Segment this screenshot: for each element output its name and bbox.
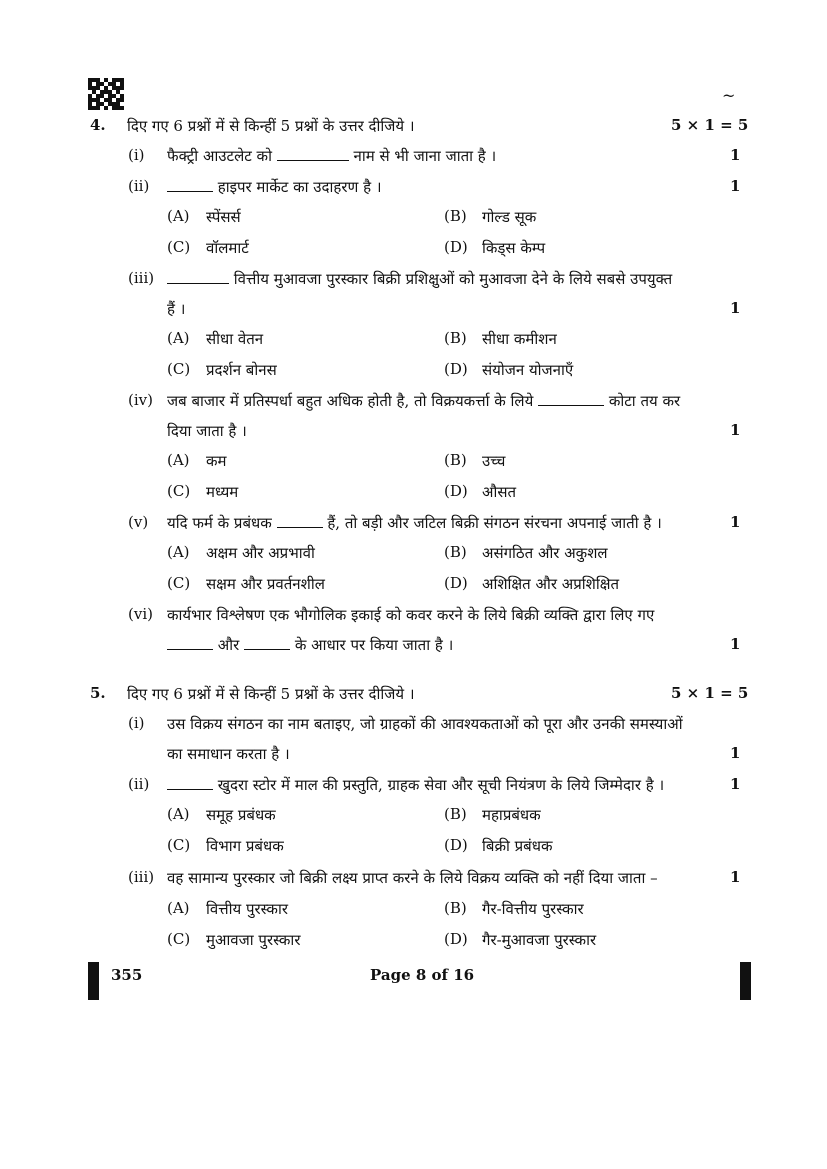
question-number: 5. [90, 684, 106, 702]
option-a-text: वित्तीय पुरस्कार [206, 900, 288, 918]
mark: 1 [730, 513, 741, 531]
option-c-label: (C) [167, 360, 191, 378]
question-score: 5 × 1 = 5 [671, 116, 749, 134]
question-text: यदि फर्म के प्रबंधक हैं, तो बड़ी और जटिल बिक्री संगठन संरचना अपनाई जाती है । [167, 514, 662, 532]
mark: 1 [730, 635, 741, 653]
question-text-continued: हैं । [167, 300, 186, 318]
question-text: फैक्ट्री आउटलेट को नाम से भी जाना जाता है । [167, 147, 497, 165]
footer-bar-right [740, 962, 751, 1000]
question-instruction: दिए गए 6 प्रश्नों में से किन्हीं 5 प्रश्नों के उत्तर दीजिये । [127, 685, 415, 703]
option-b-text: सीधा कमीशन [482, 330, 557, 348]
subquestion-number: (ii) [128, 177, 150, 195]
question-instruction: दिए गए 6 प्रश्नों में से किन्हीं 5 प्रश्नों के उत्तर दीजिये । [127, 117, 415, 135]
question-text: कार्यभार विश्लेषण एक भौगोलिक इकाई को कवर करने के लिये बिक्री व्यक्ति द्वारा लिए गए [167, 606, 655, 624]
subquestion-number: (iii) [128, 269, 155, 287]
question-text-continued: दिया जाता है । [167, 422, 247, 440]
option-a-label: (A) [167, 329, 190, 347]
option-c-text: मध्यम [206, 483, 239, 501]
fill-blank [167, 637, 213, 650]
question-text: उस विक्रय संगठन का नाम बताइए, जो ग्राहकों की आवश्यकताओं को पूरा और उनकी समस्याओं [167, 715, 683, 733]
option-d-text: औसत [482, 483, 517, 501]
mark: 1 [730, 421, 741, 439]
option-a-label: (A) [167, 805, 190, 823]
option-b-text: उच्च [482, 452, 506, 470]
option-b-label: (B) [444, 451, 467, 469]
option-b-label: (B) [444, 805, 467, 823]
option-a-label: (A) [167, 543, 190, 561]
option-c-label: (C) [167, 238, 191, 256]
question-text: हाइपर मार्केट का उदाहरण है । [167, 177, 382, 197]
page-number: Page 8 of 16 [370, 966, 475, 984]
option-a-text: समूह प्रबंधक [206, 806, 276, 824]
subquestion-number: (ii) [128, 775, 150, 793]
question-text: वित्तीय मुआवजा पुरस्कार बिक्री प्रशिक्षुओं को मुआवजा देने के लिये सबसे उपयुक्त [167, 269, 672, 289]
subquestion-number: (iv) [128, 391, 153, 409]
option-c-label: (C) [167, 482, 191, 500]
option-d-label: (D) [444, 482, 468, 500]
option-b-label: (B) [444, 329, 467, 347]
option-c-label: (C) [167, 574, 191, 592]
option-d-text: संयोजन योजनाएँ [482, 361, 574, 379]
option-a-label: (A) [167, 207, 190, 225]
question-text: जब बाजार में प्रतिस्पर्धा बहुत अधिक होती है, तो विक्रयकर्त्ता के लिये कोटा तय कर [167, 392, 681, 410]
option-d-text: बिक्री प्रबंधक [482, 837, 553, 855]
question-text-continued: का समाधान करता है । [167, 745, 290, 763]
option-c-label: (C) [167, 836, 191, 854]
option-b-label: (B) [444, 207, 467, 225]
fill-blank [167, 179, 213, 192]
subquestion-number: (iii) [128, 868, 155, 886]
mark: 1 [730, 299, 741, 317]
subquestion-number: (i) [128, 146, 145, 164]
option-a-label: (A) [167, 899, 190, 917]
option-d-label: (D) [444, 930, 468, 948]
subquestion-number: (vi) [128, 605, 153, 623]
mark: 1 [730, 744, 741, 762]
option-a-text: सीधा वेतन [206, 330, 264, 348]
option-b-text: असंगठित और अकुशल [482, 544, 608, 562]
question-score: 5 × 1 = 5 [671, 684, 749, 702]
option-b-text: महाप्रबंधक [482, 806, 541, 824]
qr-code [88, 78, 124, 110]
option-b-label: (B) [444, 899, 467, 917]
option-d-label: (D) [444, 360, 468, 378]
option-d-label: (D) [444, 574, 468, 592]
subquestion-number: (i) [128, 714, 145, 732]
option-c-label: (C) [167, 930, 191, 948]
option-a-label: (A) [167, 451, 190, 469]
mark: 1 [730, 868, 741, 886]
footer-bar-left [88, 962, 99, 1000]
fill-blank [167, 777, 213, 790]
question-text-continued: और के आधार पर किया जाता है । [167, 635, 453, 655]
option-c-text: विभाग प्रबंधक [206, 837, 284, 855]
option-b-text: गोल्ड सूक [482, 208, 537, 226]
option-c-text: प्रदर्शन बोनस [206, 361, 277, 379]
fill-blank [244, 637, 290, 650]
option-c-text: वॉलमार्ट [206, 239, 249, 257]
fill-blank [538, 393, 604, 406]
mark: 1 [730, 146, 741, 164]
page-code: 355 [111, 966, 143, 984]
question-number: 4. [90, 116, 106, 134]
option-d-text: गैर-मुआवजा पुरस्कार [482, 931, 597, 949]
option-c-text: मुआवजा पुरस्कार [206, 931, 301, 949]
mark: 1 [730, 177, 741, 195]
fill-blank [277, 148, 349, 161]
option-d-text: किड्स केम्प [482, 239, 546, 257]
option-a-text: अक्षम और अप्रभावी [206, 544, 315, 562]
option-b-label: (B) [444, 543, 467, 561]
question-text: खुदरा स्टोर में माल की प्रस्तुति, ग्राहक सेवा और सूची नियंत्रण के लिये जिम्मेदार है । [167, 775, 664, 795]
option-a-text: स्पेंसर्स [206, 208, 241, 226]
subquestion-number: (v) [128, 513, 149, 531]
option-b-text: गैर-वित्तीय पुरस्कार [482, 900, 584, 918]
corner-mark: ~ [722, 86, 736, 105]
fill-blank [167, 271, 229, 284]
question-text: वह सामान्य पुरस्कार जो बिक्री लक्ष्य प्राप्त करने के लिये विक्रय व्यक्ति को नहीं दिया जाता – [167, 869, 658, 887]
option-d-label: (D) [444, 836, 468, 854]
option-d-label: (D) [444, 238, 468, 256]
option-d-text: अशिक्षित और अप्रशिक्षित [482, 575, 620, 593]
mark: 1 [730, 775, 741, 793]
option-c-text: सक्षम और प्रवर्तनशील [206, 575, 325, 593]
fill-blank [277, 515, 323, 528]
option-a-text: कम [206, 452, 227, 470]
